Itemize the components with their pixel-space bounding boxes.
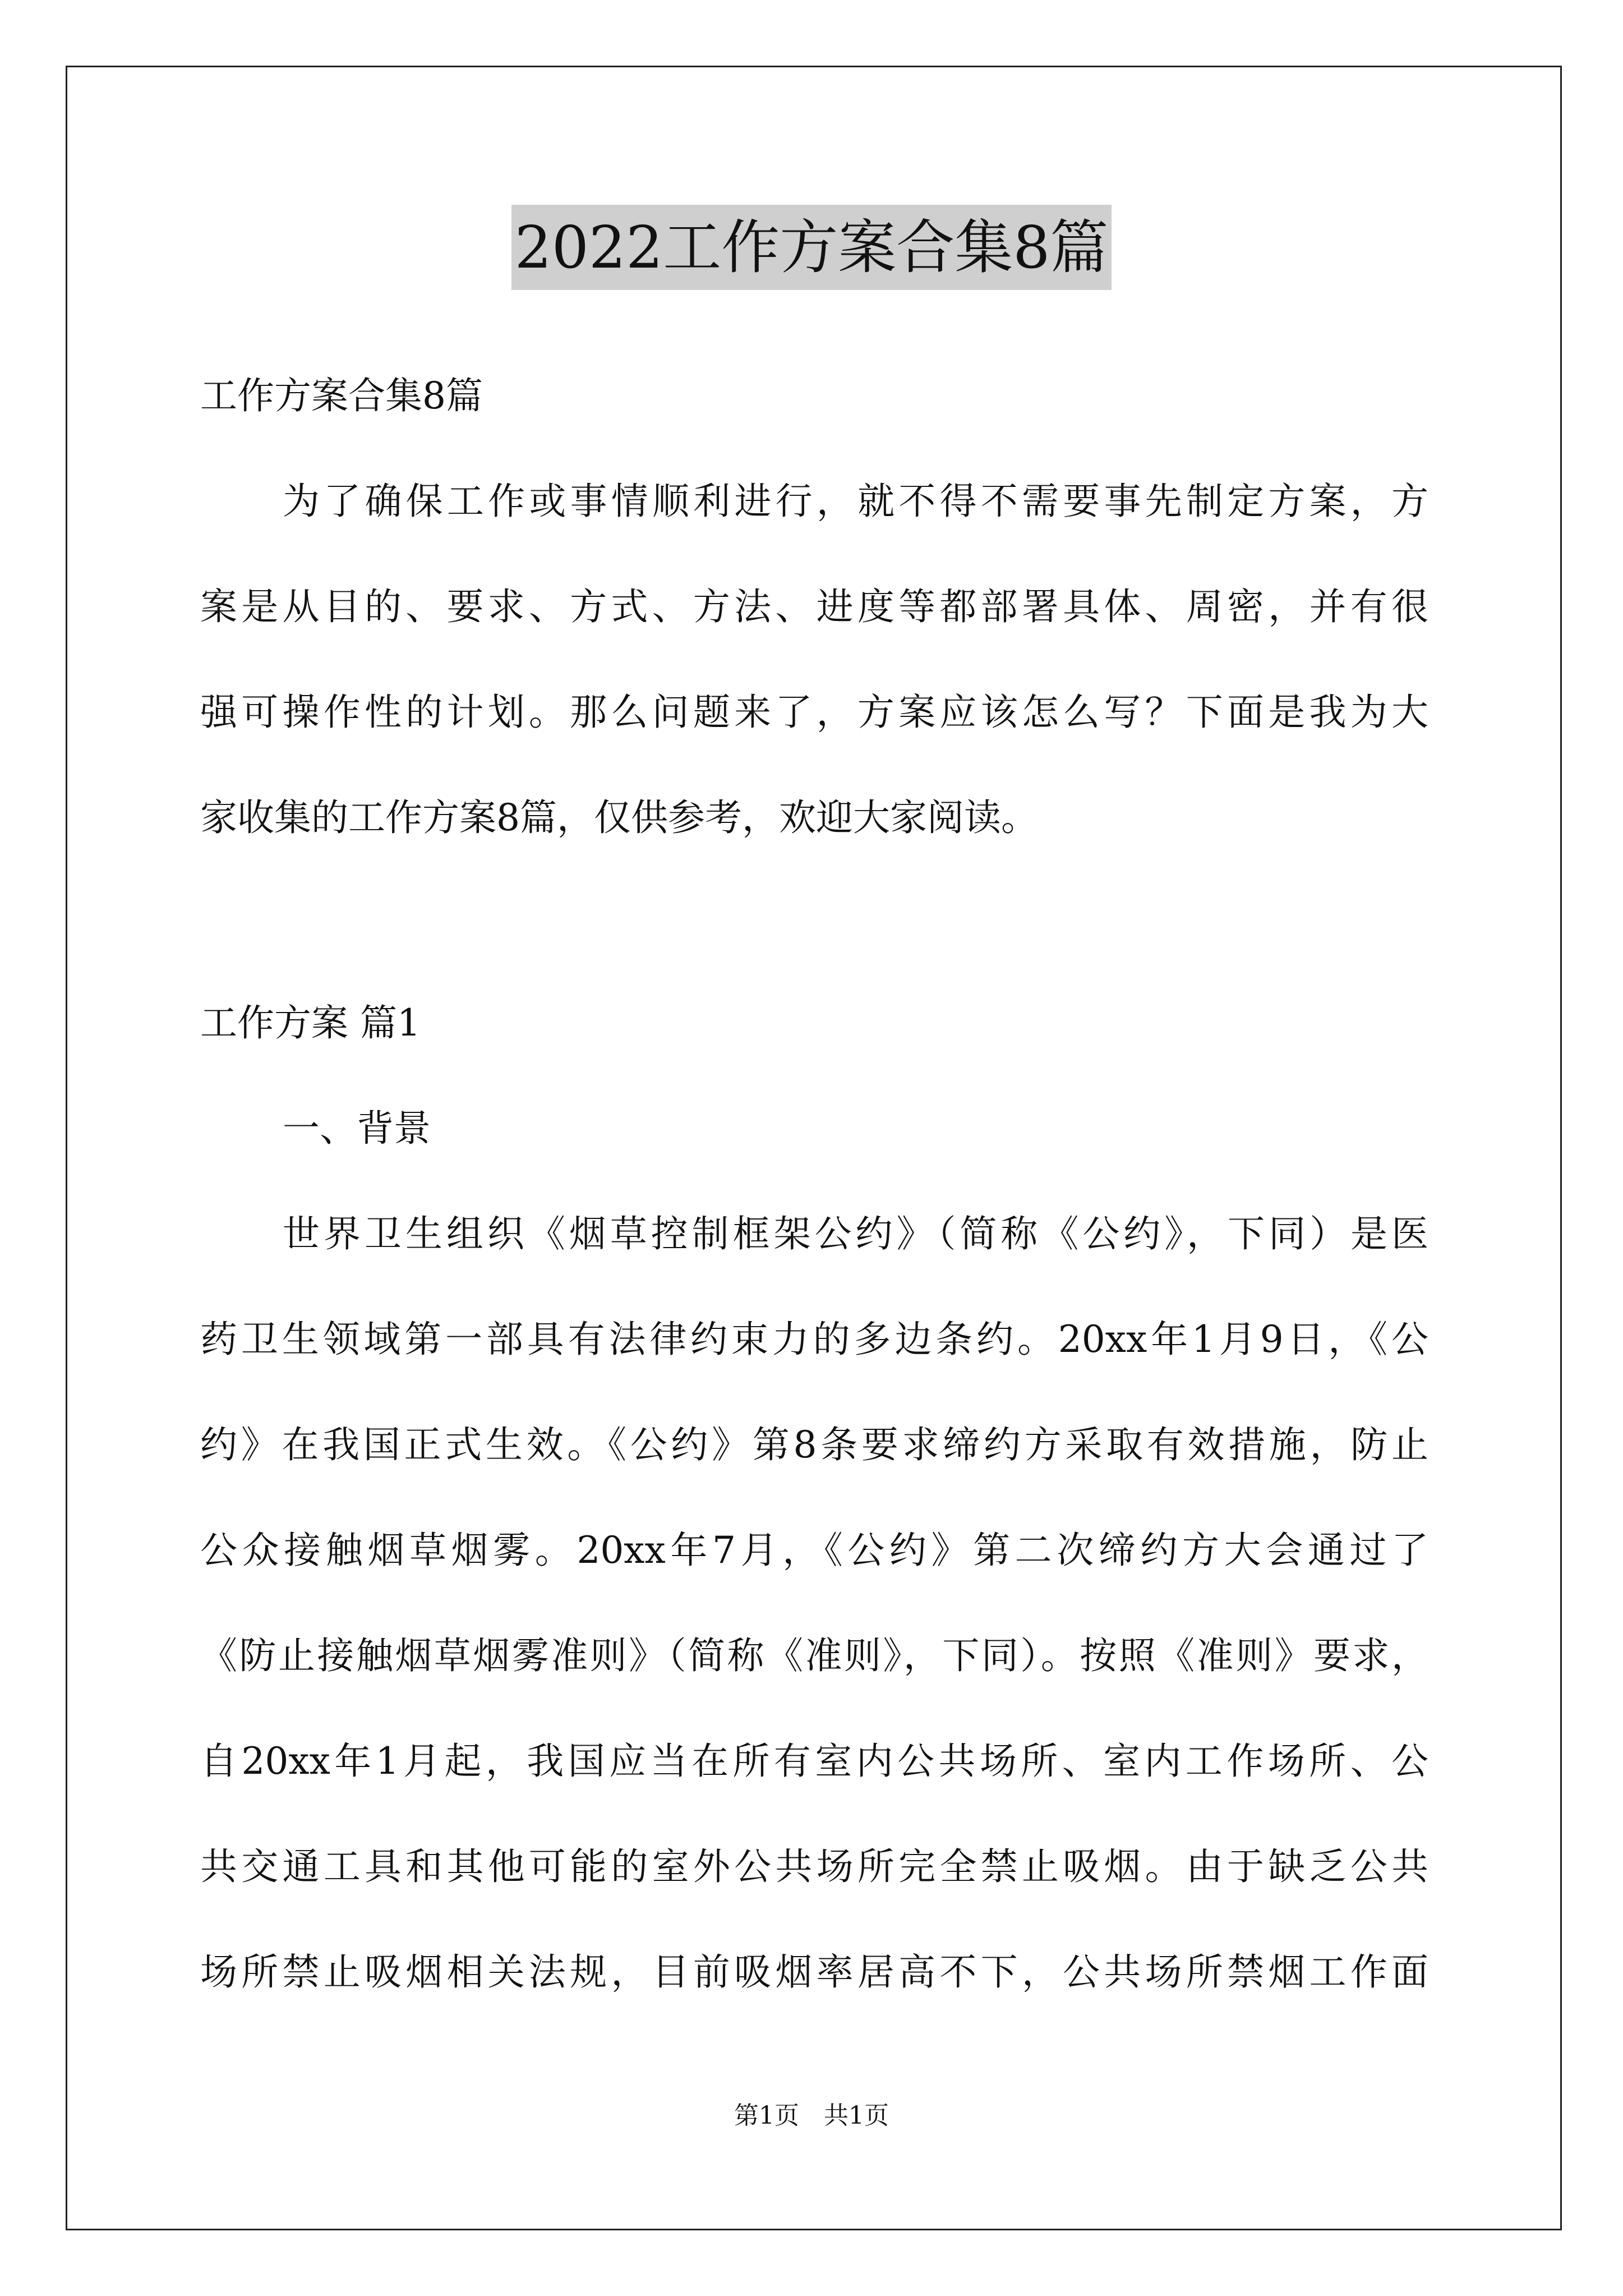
document-title: 2022工作方案合集8篇 — [511, 205, 1112, 290]
title-container — [0, 205, 1623, 290]
body-line: 《防止接触烟草烟雾准则》（简称《准则》，下同）。按照《准则》要求， — [200, 1634, 1428, 1677]
body-line: 自20xx年1月起，我国应当在所有室内公共场所、室内工作场所、公 — [200, 1740, 1428, 1783]
section-heading-block — [200, 970, 1428, 1076]
subtitle-block — [200, 343, 1428, 449]
document-subtitle: 工作方案合集8篇 — [200, 374, 483, 417]
body-paragraph — [200, 1181, 1428, 2025]
body-line: 公众接触烟草烟雾。20xx年7月，《公约》第二次缔约方大会通过了 — [200, 1529, 1428, 1572]
body-line: 场所禁止吸烟相关法规，目前吸烟率居高不下，公共场所禁烟工作面 — [200, 1950, 1428, 1994]
page-footer: 第1页 共1页 — [734, 2101, 889, 2130]
intro-line: 案是从目的、要求、方式、方法、进度等都部署具体、周密，并有很 — [200, 585, 1428, 628]
intro-line: 家收集的工作方案8篇，仅供参考，欢迎大家阅读。 — [200, 796, 1038, 839]
section-heading: 工作方案 篇1 — [200, 1001, 421, 1045]
intro-line: 为了确保工作或事情顺利进行，就不得不需要事先制定方案，方 — [283, 480, 1428, 523]
body-line: 药卫生领域第一部具有法律约束力的多边条约。20xx年1月9日，《公 — [200, 1318, 1428, 1361]
body-line: 共交通工具和其他可能的室外公共场所完全禁止吸烟。由于缺乏公共 — [200, 1845, 1428, 1888]
subsection-heading-block — [200, 1076, 1428, 1181]
subsection-heading: 一、背景 — [283, 1107, 431, 1150]
intro-paragraph — [200, 449, 1428, 871]
intro-line: 强可操作性的计划。那么问题来了，方案应该怎么写？下面是我为大 — [200, 691, 1428, 734]
body-line: 约》在我国正式生效。《公约》第8条要求缔约方采取有效措施，防止 — [200, 1423, 1428, 1466]
body-line: 世界卫生组织《烟草控制框架公约》（简称《公约》，下同）是医 — [283, 1212, 1428, 1255]
